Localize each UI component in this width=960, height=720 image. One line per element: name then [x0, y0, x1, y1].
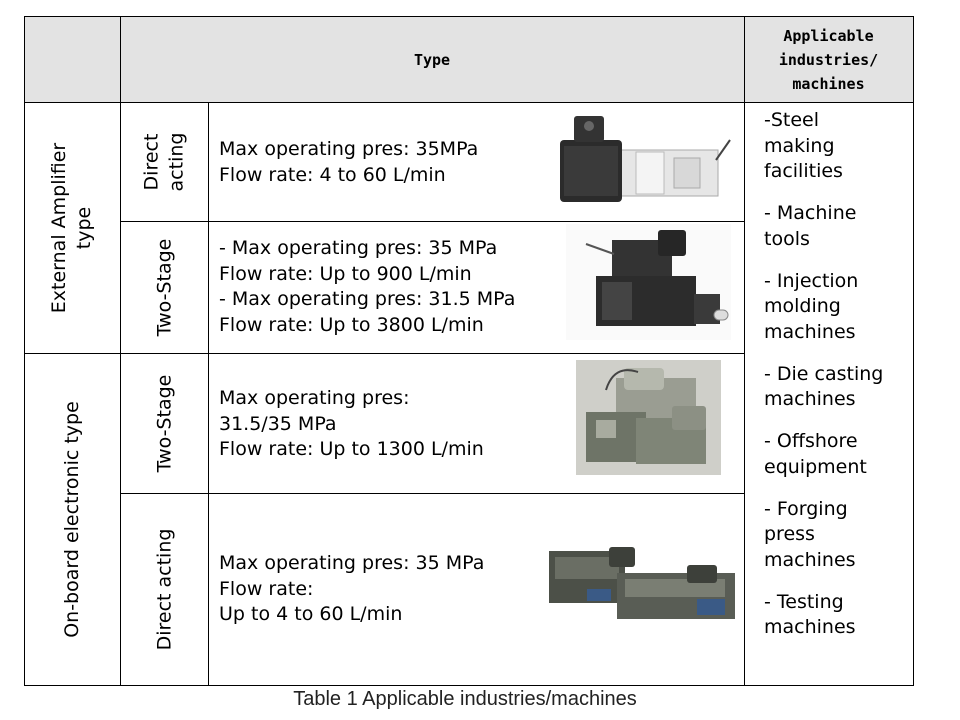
application-item	[764, 108, 910, 185]
table-divider	[24, 353, 744, 354]
spec-description	[219, 551, 484, 628]
application-line: press	[764, 523, 815, 545]
application-line: tools	[764, 227, 810, 250]
header-applicable-line: industries/	[778, 51, 879, 69]
application-line: -Steel	[764, 109, 820, 131]
application-line: - Offshore	[764, 430, 858, 452]
application-item	[764, 269, 910, 346]
header-applicable	[745, 18, 912, 102]
application-line: making	[764, 134, 835, 157]
group-label-on-board-electronic	[25, 354, 120, 685]
application-item	[764, 497, 910, 574]
spec-line: - Max operating pres: 31.5 MPa	[219, 288, 516, 310]
subtype-label-line: Direct acting	[153, 528, 176, 651]
application-line: - Machine	[764, 202, 857, 224]
subtype-label-line: acting	[165, 132, 188, 192]
application-item	[764, 362, 910, 413]
spec-line: Flow rate: 4 to 60 L/min	[219, 163, 446, 186]
spec-description	[219, 386, 484, 463]
group-label-line: External Amplifier	[48, 142, 71, 314]
group-label-external-amplifier	[25, 103, 120, 353]
spec-line: Max operating pres:	[219, 387, 410, 409]
valve-photo-two-stage	[566, 224, 731, 340]
applications-list	[764, 108, 910, 657]
table-divider-vertical	[120, 16, 121, 686]
valve-photo-on-board-two-stage	[576, 360, 721, 475]
table-border-left	[24, 16, 25, 686]
application-line: - Die casting	[764, 362, 884, 385]
table-divider	[120, 221, 744, 222]
application-item	[764, 429, 910, 480]
table-caption: Table 1 Applicable industries/machines	[293, 688, 637, 710]
subtype-label-line: Two-Stage	[153, 238, 175, 337]
table-divider	[120, 493, 744, 494]
spec-description	[219, 236, 515, 338]
application-line: machines	[764, 616, 856, 638]
application-item	[764, 590, 910, 641]
table-border-right	[913, 16, 914, 686]
subtype-label-direct-acting	[121, 103, 208, 221]
header-applicable-line: Applicable	[783, 27, 874, 45]
spec-line: Flow rate: Up to 900 L/min	[219, 262, 472, 285]
application-item	[764, 201, 910, 252]
spec-line: Flow rate:	[219, 577, 314, 600]
table-divider-header	[24, 102, 914, 103]
application-line: - Testing	[764, 590, 844, 613]
subtype-label-line: Direct	[140, 133, 163, 191]
spec-line: - Max operating pres: 35 MPa	[219, 237, 498, 259]
header-type	[121, 18, 743, 102]
application-line: facilities	[764, 160, 843, 182]
spec-description	[219, 137, 478, 188]
application-line: machines	[764, 548, 856, 571]
application-line: machines	[764, 388, 856, 410]
application-line: - Forging	[764, 497, 848, 520]
spec-line: Up to 4 to 60 L/min	[219, 603, 403, 625]
subtype-label-line: Two-Stage	[153, 374, 175, 473]
table-divider-vertical	[744, 16, 745, 686]
subtype-label-direct-acting	[121, 494, 208, 685]
header-applicable-line: machines	[792, 75, 865, 93]
header-type-label: Type	[413, 51, 451, 69]
application-line: equipment	[764, 455, 867, 478]
table-divider-vertical	[208, 102, 209, 686]
group-label-line: type	[73, 206, 96, 250]
application-line: - Injection	[764, 269, 859, 292]
application-line: machines	[764, 320, 856, 343]
group-label-line: On-board electronic type	[61, 401, 83, 638]
subtype-label-two-stage	[121, 354, 208, 493]
valve-photo-direct-acting	[556, 112, 731, 207]
spec-line: Flow rate: Up to 3800 L/min	[219, 313, 484, 336]
application-line: molding	[764, 295, 841, 317]
spec-line: 31.5/35 MPa	[219, 412, 337, 435]
table-border-top	[24, 16, 914, 17]
table-border-bottom	[24, 685, 914, 686]
spec-line: Max operating pres: 35 MPa	[219, 552, 485, 574]
spec-line: Flow rate: Up to 1300 L/min	[219, 438, 484, 460]
subtype-label-two-stage	[121, 222, 208, 353]
spec-line: Max operating pres: 35MPa	[219, 138, 479, 160]
valve-photo-on-board-direct-acting	[547, 543, 740, 623]
